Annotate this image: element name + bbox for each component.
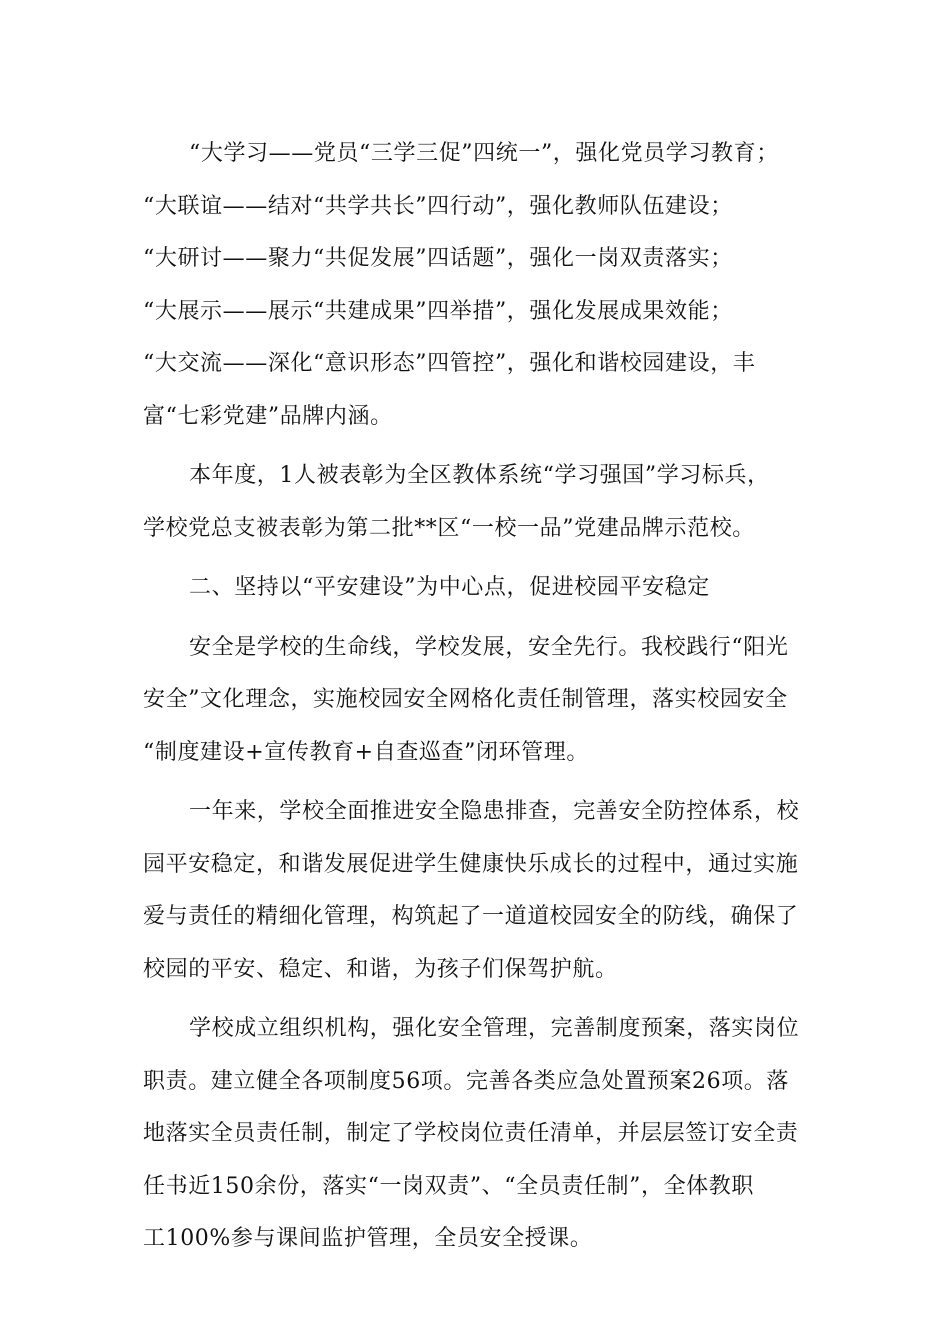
text-line: “大学习——党员“三学三促”四统一”，强化党员学习教育；: [189, 141, 779, 166]
text-line: 校园的平安、稳定、和谐，为孩子们保驾护航。: [143, 956, 618, 982]
text-line: 职责。建立健全各项制度56项。完善各类应急处置预案26项。落: [143, 1068, 789, 1094]
text-line: 富“七彩党建”品牌内涵。: [143, 403, 393, 429]
paragraph-party-activities: [143, 128, 815, 443]
text-line: 学校党总支被表彰为第二批**区“一校一品”党建品牌示范校。: [143, 515, 755, 541]
section-heading: 二、坚持以“平安建设”为中心点，促进校园平安稳定: [189, 575, 710, 600]
text-line: 安全是学校的生命线，学校发展，安全先行。我校践行“阳光: [189, 634, 789, 660]
text-line: 任书近150余份，落实“一岗双责”、“全员责任制”，全体教职: [143, 1173, 754, 1199]
paragraph-safety-year: [143, 786, 815, 996]
text-line: 安全”文化理念，实施校园安全网格化责任制管理，落实校园安全: [143, 687, 788, 712]
document-body: [143, 128, 815, 1273]
text-line: 一年来，学校全面推进安全隐患排查，完善安全防控体系，校: [189, 799, 800, 824]
text-line: 学校成立组织机构，强化安全管理，完善制度预案，落实岗位: [189, 1016, 800, 1041]
paragraph-safety-organization: [143, 1003, 815, 1266]
text-line: “大研讨——聚力“共促发展”四话题”，强化一岗双责落实；: [143, 246, 733, 271]
text-line: “大展示——展示“共建成果”四举措”，强化发展成果效能；: [143, 298, 733, 324]
text-line: “大交流——深化“意识形态”四管控”，强化和谐校园建设，丰: [143, 351, 756, 376]
text-line: 爱与责任的精细化管理，构筑起了一道道校园安全的防线，确保了: [143, 904, 799, 929]
text-line: “大联谊——结对“共学共长”四行动”，强化教师队伍建设；: [143, 193, 733, 219]
text-line: 本年度，1人被表彰为全区教体系统“学习强国”学习标兵，: [189, 463, 770, 488]
text-line: “制度建设+宣传教育+自查巡查”闭环管理。: [143, 739, 589, 765]
text-line: 地落实全员责任制，制定了学校岗位责任清单，并层层签订安全责: [143, 1121, 799, 1146]
paragraph-safety-intro: [143, 622, 815, 780]
text-line: 园平安稳定，和谐发展促进学生健康快乐成长的过程中，通过实施: [143, 851, 799, 877]
text-line: 工100%参与课间监护管理，全员安全授课。: [143, 1226, 593, 1251]
paragraph-awards: [143, 450, 815, 555]
